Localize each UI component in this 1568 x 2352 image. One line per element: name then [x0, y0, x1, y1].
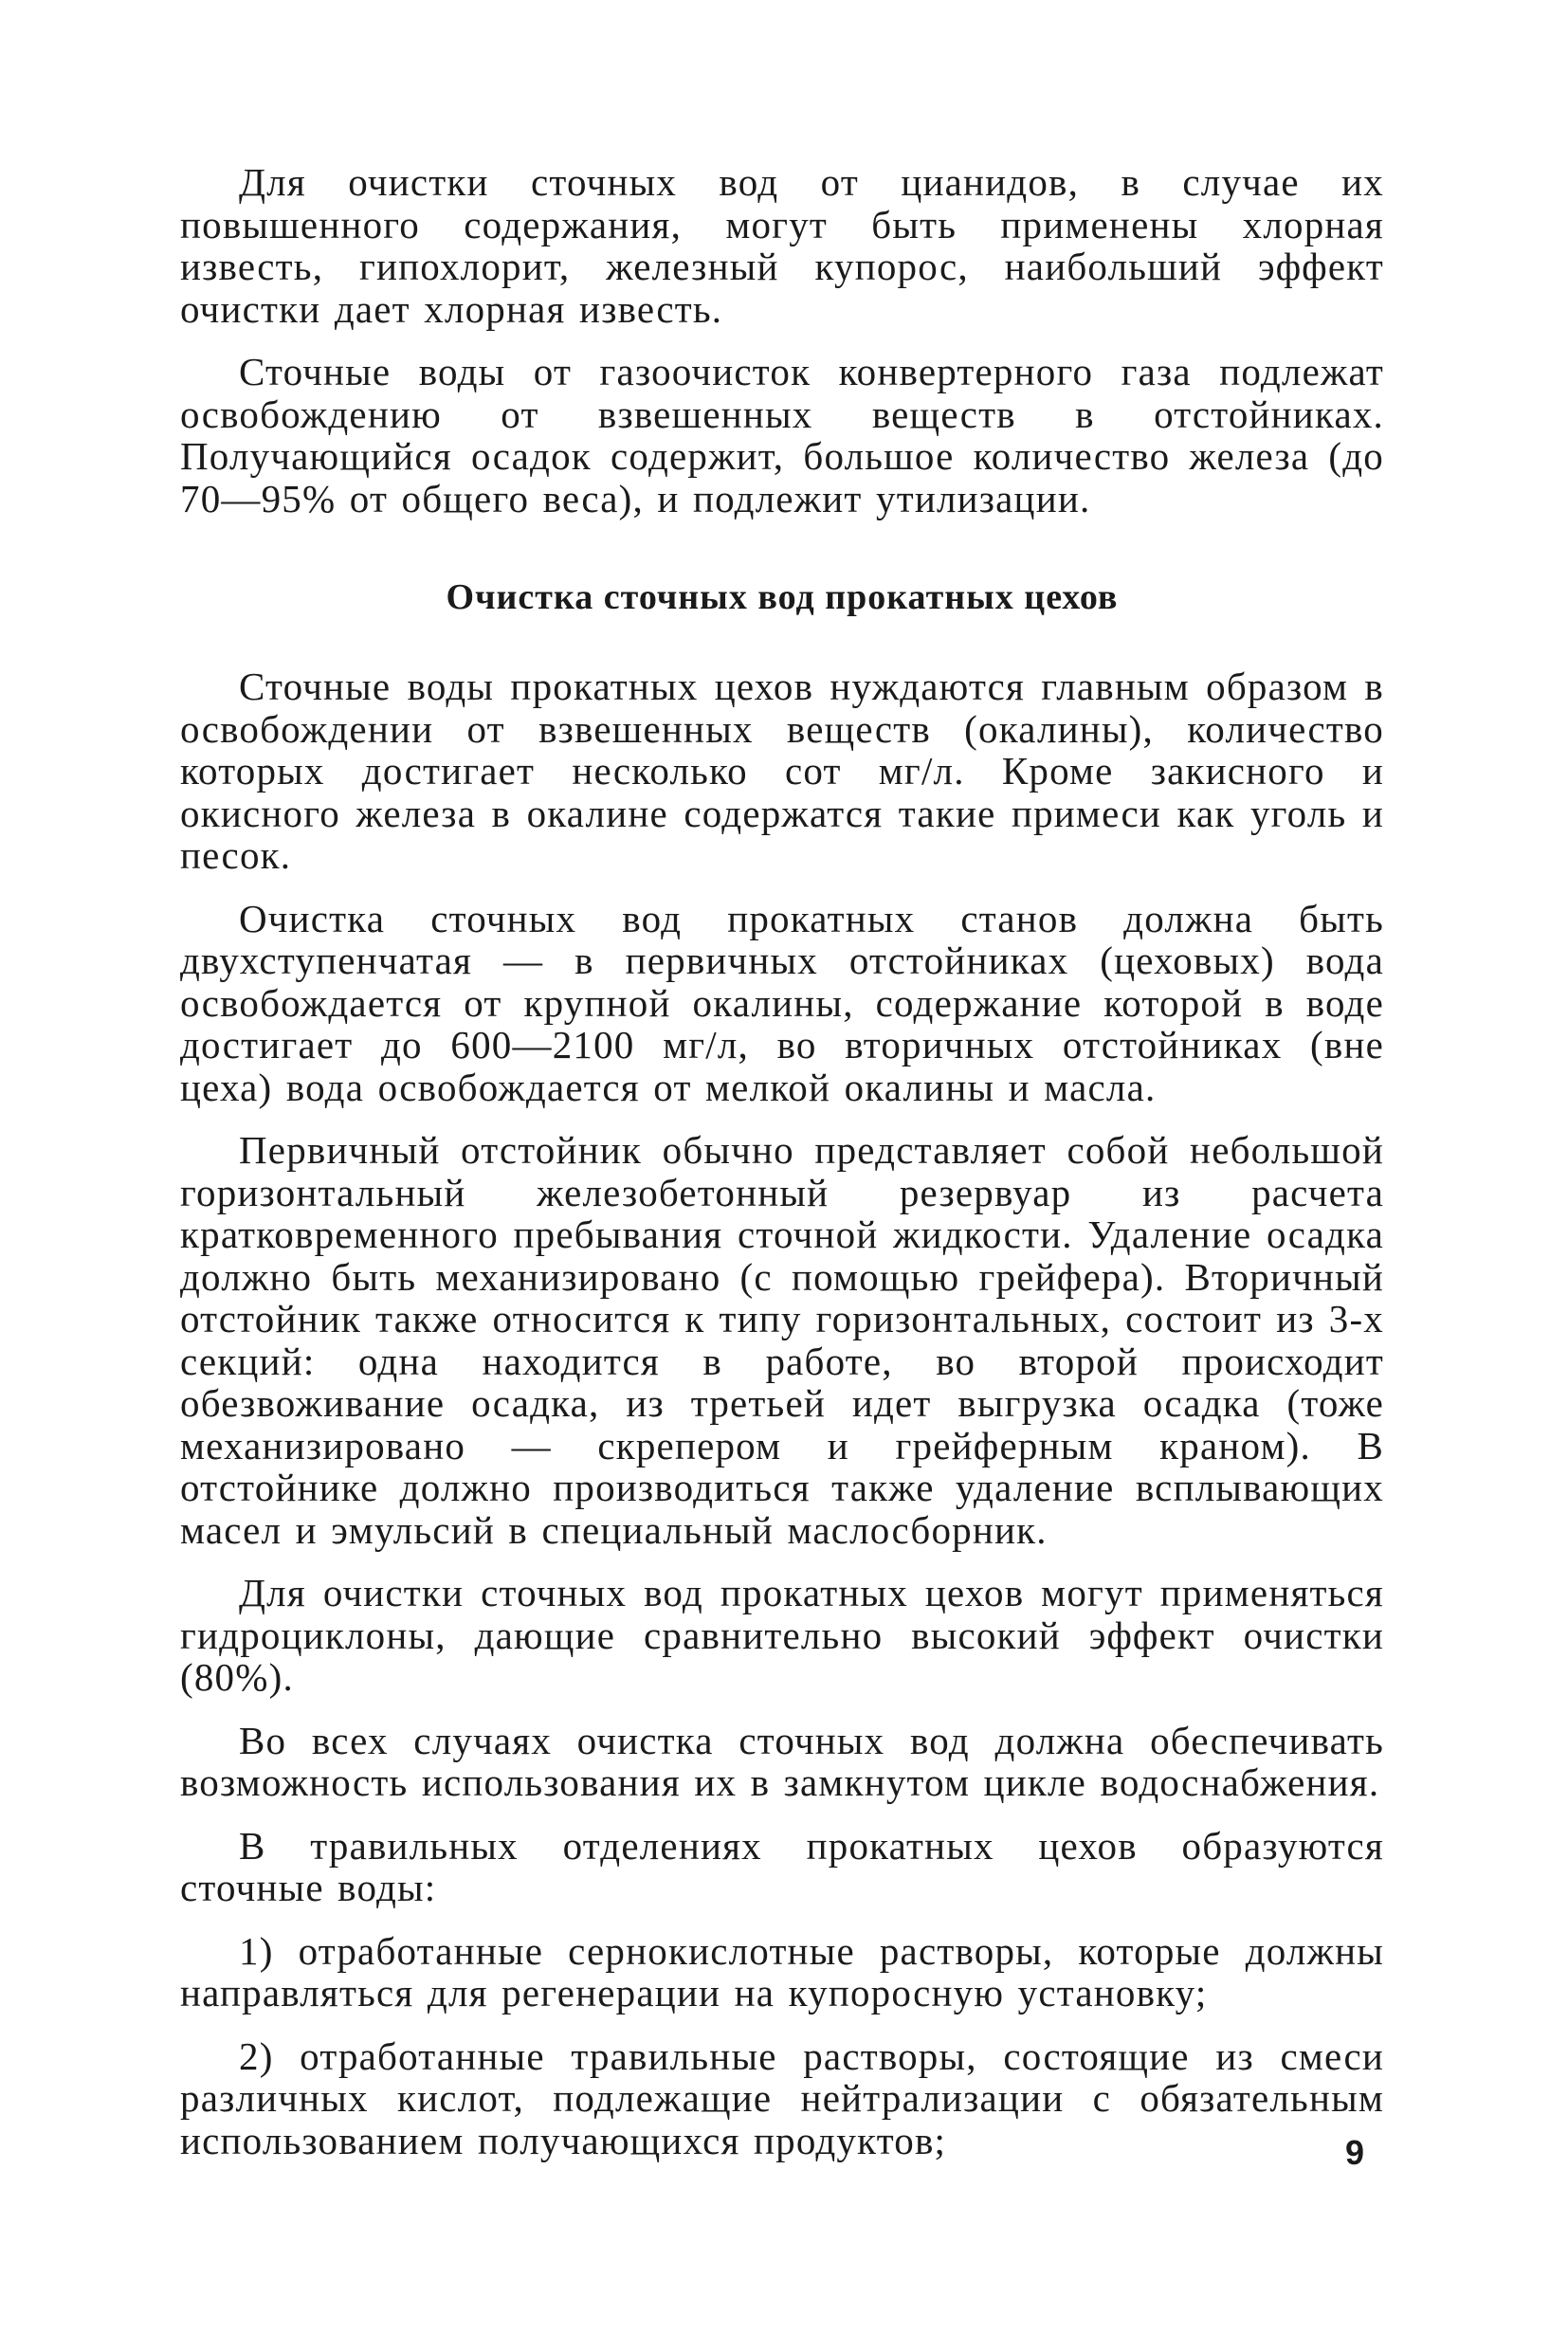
section-heading: Очистка сточных вод прокатных цехов — [446, 577, 1119, 617]
paragraph-closed-cycle: Во всех случаях очистка сточных вод должна обеспечивать возможность использования их в замкнутом цикле водоснабжения. — [180, 1718, 1384, 1804]
paragraph-two-stage-treatment: Очистка сточных вод прокатных станов должна быть двухступенчатая — в первичных отстойниках (цеховых) вода освобождается от крупной окалины, содержание которой в воде достигает до 600—2100 мг/л, во вторичных отстойниках (вне цеха) вода освобождается от мелкой окалины и масла. — [180, 896, 1384, 1109]
page-number: 9 — [1344, 2133, 1364, 2172]
paragraph-primary-settler: Первичный отстойник обычно представляет собой небольшой горизонтальный железобетонный резервуар из расчета кратковременного пребывания сточной жидкости. Удаление осадка должно быть механизировано (с помощью грейфера). Вторичный отстойник также относится к типу горизонтальных, состоит из 3-х секций: одна находится в работе, во второй происходит обезвоживание осадка, из третьей идет выгрузка осадка (тоже механизировано — скрепером и грейферным краном). В отстойнике должно производиться также удаление всплывающих масел и эмульсий в специальный маслосборник. — [180, 1128, 1384, 1552]
list-item-1: 1) отработанные сернокислотные растворы, которые должны направляться для регенерации на купоросную установку; — [180, 1928, 1384, 2015]
paragraph-rolling-wastewater: Сточные воды прокатных цехов нуждаются главным образом в освобождении от взвешенных веществ (окалины), количество которых достигает несколько сот мг/л. Кроме закисного и окисного железа в окалине содержатся такие примеси как уголь и песок. — [180, 665, 1384, 877]
list-item-2: 2) отработанные травильные растворы, состоящие из смеси различных кислот, подлежащие нейтрализации с обязательным использованием получающихся продуктов; — [180, 2033, 1384, 2162]
paragraph-cyanide-treatment: Для очистки сточных вод от цианидов, в случае их повышенного содержания, могут быть применены хлорная известь, гипохлорит, железный купорос, наибольший эффект очистки дает хлорная известь. — [180, 160, 1384, 331]
paragraph-hydrocyclones: Для очистки сточных вод прокатных цехов могут применяться гидроциклоны, дающие сравнительно высокий эффект очистки (80%). — [180, 1571, 1384, 1699]
document-page — [180, 161, 1384, 2190]
paragraph-converter-gas: Сточные воды от газоочисток конвертерного газа подлежат освобождению от взвешенных веществ в отстойниках. Получающийся осадок содержит, большое количество железа (до 70—95% от общего веса), и подлежит утилизации. — [180, 350, 1384, 520]
paragraph-pickling-intro: В травильных отделениях прокатных цехов образуются сточные воды: — [180, 1823, 1384, 1909]
